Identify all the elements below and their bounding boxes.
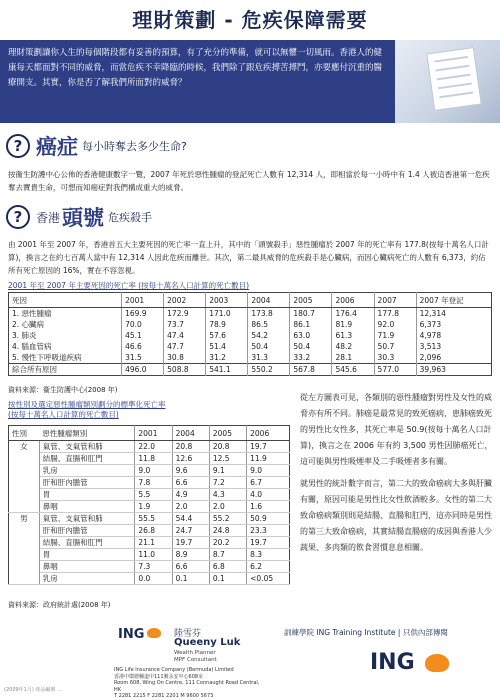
footer-note: 訓練學院 ING Training Institute | 只供內部傳閱 [284,628,448,637]
table-cell: 39,963 [416,364,491,376]
table-cell: 2.0 [172,501,209,513]
table-row [9,525,290,537]
table-cell: 6.2 [247,561,290,573]
table-cell: 綜合所有原因 [9,364,122,376]
table-cell: 545.6 [332,364,374,376]
table-header-cell: 2006 [247,426,290,441]
table-row [9,465,290,477]
table-cell: 胃 [39,549,135,561]
table-header-cell: 2005 [209,426,246,441]
table-row [9,489,290,501]
table-row [9,319,492,330]
table-cell: 1.9 [135,501,172,513]
table2-caption-1: 按性別及選定惡性腫瘤類別劃分的標準化死亡率 [8,400,166,409]
table-cell: 6,373 [416,319,491,330]
table-cell: 8.9 [172,549,209,561]
table-cell: 171.0 [206,308,248,320]
table-row [9,352,492,364]
table-cell: 21.1 [135,537,172,549]
table-header-cell: 2006 [332,293,374,308]
table-cell: 7.3 [135,561,172,573]
card-chinese-name: 陸雪芬 [174,629,202,639]
card-role: Wealth Planner MPF Consultant [174,650,217,663]
cancer-type-table [8,425,290,585]
table-header-cell: 2002 [164,293,206,308]
table-row [9,341,492,352]
analysis-paragraph: 從左方圖表可見，各類別的惡性腫瘤對男性及女性的威脅亦有所不同。肺癌是最常見的致死癌病，患肺癌致死的男性比女性多，其死亡率是 50.9(按每十萬名人口計算)，換言之在 2006 年有約 3,500 男性因肺癌死亡，這可能與男性吸煙率及二手吸煙者多有關。 [300,393,493,466]
table-cell: 50.4 [290,341,332,352]
analysis-paragraph: 就男性的統計數字而言，第二大的致命癌病大多與肝臟有關，原因可能是男性比女性飲酒較多。女性的第二大致命癌病類別則是結腸、直腸和肛門，這亦同時是男性的第三大致命癌病，其實結腸直腸癌的成因與香港人少蔬果、多肉類的飲食習慣息息相關。 [300,479,492,552]
table1-caption: 2001 年至 2007 年主要死因的死亡率 (按每十萬名人口計算的死亡數目) [8,281,250,290]
table-header-cell: 2001 [122,293,164,308]
table-cell: 4,978 [416,330,491,341]
sex-cell: 女 [9,441,40,513]
ing-logo: ING [370,650,449,675]
table-header-cell: 2007 年登記 [416,293,491,308]
table-cell: 肝和肝內膽管 [39,525,135,537]
table-cell: 7.2 [209,477,246,489]
table-cell: 9.0 [247,465,290,477]
table-cell: 54.4 [172,513,209,525]
table2-source: 資料來源：政府統計處(2008 年) [8,601,111,609]
table-cell: 3. 肺炎 [12,331,37,340]
section-killer-pre: 香港 [36,210,61,225]
table-row [9,549,290,561]
table-cell: 173.8 [248,308,290,320]
table-cell: 乳房 [39,465,135,477]
table-cell: 28.1 [332,352,374,364]
table-row [9,561,290,573]
table-cell: 9.6 [172,465,209,477]
table-cell: 6.8 [209,561,246,573]
table-cell: 4.0 [247,489,290,501]
card-company: ING Life Insurance Company (Bermuda) Limited [114,667,234,673]
lion-icon [147,628,161,638]
table-header-cell: 惡性腫瘤類別 [39,426,135,441]
page-title: 理財策劃 - 危疾保障需要 [132,8,368,32]
table-cell: 31.2 [206,352,248,364]
table-cell: 48.2 [332,341,374,352]
table-cell: 鼻咽 [39,501,135,513]
table-cell: 30.3 [374,352,416,364]
table-cell: 567.8 [290,364,332,376]
table1-source: 資料來源：衞生防護中心(2008 年) [8,386,118,394]
table-cell: 57.6 [206,330,248,341]
table-cell: 24.7 [172,525,209,537]
table-cell: 31.3 [248,352,290,364]
card-logo: ING [118,627,161,642]
table-total-row [9,364,492,376]
table-cell: 31.5 [122,352,164,364]
table-header-cell: 2004 [172,426,209,441]
table-cell: 11.0 [135,549,172,561]
table-cell: <0.05 [247,573,290,585]
table-cell: 50.4 [248,341,290,352]
table-cell: 19.7 [247,537,290,549]
section-cancer-paragraph: 按衞生防護中心公佈的香港健康數字一覽，2007 年死於惡性腫瘤的登記死亡人數有 12,314 人，即相當於每一小時中有 1.4 人被這香港第一危疾奪去寶貴生命，可想而知癌症對我們構成重大的威脅。 [8,170,490,192]
table2-caption-2: (按每十萬名人口計算的死亡數目) [8,410,119,419]
table-cell: 2.0 [209,501,246,513]
analysis-text [300,390,494,562]
table-cell: 26.8 [135,525,172,537]
table-row [9,477,290,489]
table-cell: 9.0 [135,465,172,477]
sex-cell: 男 [9,513,40,585]
table-cell: 7.8 [135,477,172,489]
table-cell: 50.9 [247,513,290,525]
table-cell: 172.9 [164,308,206,320]
table-cell: 2,096 [416,352,491,364]
table-cell: 61.3 [332,330,374,341]
table-cell: 33.2 [290,352,332,364]
document-icon [426,47,482,111]
table-cell: 78.9 [206,319,248,330]
table-cell: 19.7 [172,537,209,549]
table-cell: 1. 惡性腫瘤 [12,309,52,318]
table-cell: 0.1 [209,573,246,585]
table-cell: 結腸、直腸和肛門 [39,537,135,549]
table-header-cell: 2001 [135,426,172,441]
table-cell: 81.9 [332,319,374,330]
table-cell: 22.0 [135,441,172,453]
table-row [9,513,290,525]
table-cell: 55.2 [209,513,246,525]
section-killer-heading [6,202,152,232]
table-cell: 54.2 [248,330,290,341]
table-row [9,573,290,585]
section-cancer-heading [6,131,187,161]
lion-icon [425,654,449,672]
table-row [9,501,290,513]
table-cell: 氣管、支氣管和肺 [39,441,135,453]
table-cell: 20.8 [172,441,209,453]
section-cancer-big: 癌症 [36,135,78,159]
death-rate-table [8,292,492,376]
table-cell: 乳房 [39,573,135,585]
table-cell: 12.6 [172,453,209,465]
table-cell: 508.8 [164,364,206,376]
table-cell: 73.7 [164,319,206,330]
table-header-cell: 死因 [9,293,122,308]
table-row [9,537,290,549]
table-cell: 86.5 [248,319,290,330]
table-cell: 3,513 [416,341,491,352]
table-cell: 50.7 [374,341,416,352]
intro-banner: 理財策劃讓你人生的每個階段都有妥善的預算，有了充分的準備，就可以無懼一切風雨。香港人的健康每天都面對不同的威脅，而當危疾不幸降臨的時候，我們除了跟危疾搏苦搏鬥，亦要應付沉重的醫療開支。其實，你是否了解我們所面對的威脅？ [0,40,500,123]
table-cell: 1.6 [247,501,290,513]
card-address-cn: 香港中環德輔道中111號永安中心608室 [114,673,204,680]
table-cell: 2. 心臟病 [12,320,45,329]
table-cell: 12.5 [209,453,246,465]
section-killer-sub: 危疾殺手 [108,211,153,224]
table-header-cell: 性別 [9,426,40,441]
table-cell: 20.8 [209,441,246,453]
section-killer-paragraph: 由 2001 年至 2007 年，香港首五大主要死因的死亡率一直上升，其中的「頭號殺手」惡性腫瘤於 2007 年的死亡率有 177.8(按每十萬名人口計算)，換言之在約七百萬人當中有 12,314 人因此危疾而離世。其次，第二最具威脅的危疾殺手是心臟病，而因心臟病死亡的人數有 6,373，約佔所有死亡原因的 16%，實在不容忽視。 [8,240,489,275]
table-cell: 結腸、直腸和肛門 [39,453,135,465]
table-cell: 鼻咽 [39,561,135,573]
table-cell: 4.3 [209,489,246,501]
table-cell: 9.1 [209,465,246,477]
table-cell: 20.2 [209,537,246,549]
question-icon: ? [6,205,30,229]
table-cell: 11.8 [135,453,172,465]
card-phones: T 2281 2215 F 2281 2201 M 9600 5673 [114,693,214,699]
table-cell: 0.1 [172,573,209,585]
table-cell: 6.6 [172,477,209,489]
table-cell: 177.8 [374,308,416,320]
table-cell: 496.0 [122,364,164,376]
table-row [9,308,492,320]
table-cell: 169.9 [122,308,164,320]
table-cell: 6.6 [172,561,209,573]
table-cell: 71.9 [374,330,416,341]
table-cell: 63.0 [290,330,332,341]
table-cell: 176.4 [332,308,374,320]
table-cell: 19.7 [247,441,290,453]
table-cell: 55.5 [135,513,172,525]
table-row [9,453,290,465]
table-header-cell: 2005 [290,293,332,308]
table-cell: 86.1 [290,319,332,330]
card-address-en: Room 608, Wing On Centre, 111 Connaught Road Central, HK [114,680,260,693]
table-cell: 12,314 [416,308,491,320]
table-row [9,441,290,453]
table-cell: 70.0 [122,319,164,330]
table-header-cell: 2004 [248,293,290,308]
table-header-cell: 2007 [374,293,416,308]
section-killer-big: 頭號 [62,206,105,230]
table-cell: 8.7 [209,549,246,561]
table-header-row [9,426,290,441]
table-cell: 5.5 [135,489,172,501]
table-cell: 577.0 [374,364,416,376]
table-cell: 541.1 [206,364,248,376]
table-row [9,330,492,341]
table-cell: 47.4 [164,330,206,341]
card-name: Queeny Luk [174,637,241,648]
card-contact [114,667,262,700]
bottom-note: (2009年1月) 產品編號 ... [4,687,62,693]
table-cell: 胃 [39,489,135,501]
table-cell: 8.3 [247,549,290,561]
table-cell: 23.3 [247,525,290,537]
table-cell: 4. 腦血管病 [12,342,52,351]
table-cell: 92.0 [374,319,416,330]
table-cell: 5. 慢性下呼吸道疾病 [12,353,82,362]
table-cell: 肝和肝內膽管 [39,477,135,489]
table-cell: 47.7 [164,341,206,352]
business-card [108,623,263,699]
table-header-cell: 2003 [206,293,248,308]
section-cancer-sub: 每小時奪去多少生命? [82,140,187,153]
table-cell: 30.8 [164,352,206,364]
table-cell: 180.7 [290,308,332,320]
table-cell: 0.0 [135,573,172,585]
table-cell: 550.2 [248,364,290,376]
table-cell: 45.1 [122,330,164,341]
table-cell: 氣管、支氣管和肺 [39,513,135,525]
table-cell: 11.9 [247,453,290,465]
table-header-row [9,293,492,308]
table-cell: 46.6 [122,341,164,352]
table-cell: 24.8 [209,525,246,537]
table-cell: 51.4 [206,341,248,352]
table-cell: 4.9 [172,489,209,501]
question-icon: ? [6,134,30,158]
table-cell: 6.7 [247,477,290,489]
